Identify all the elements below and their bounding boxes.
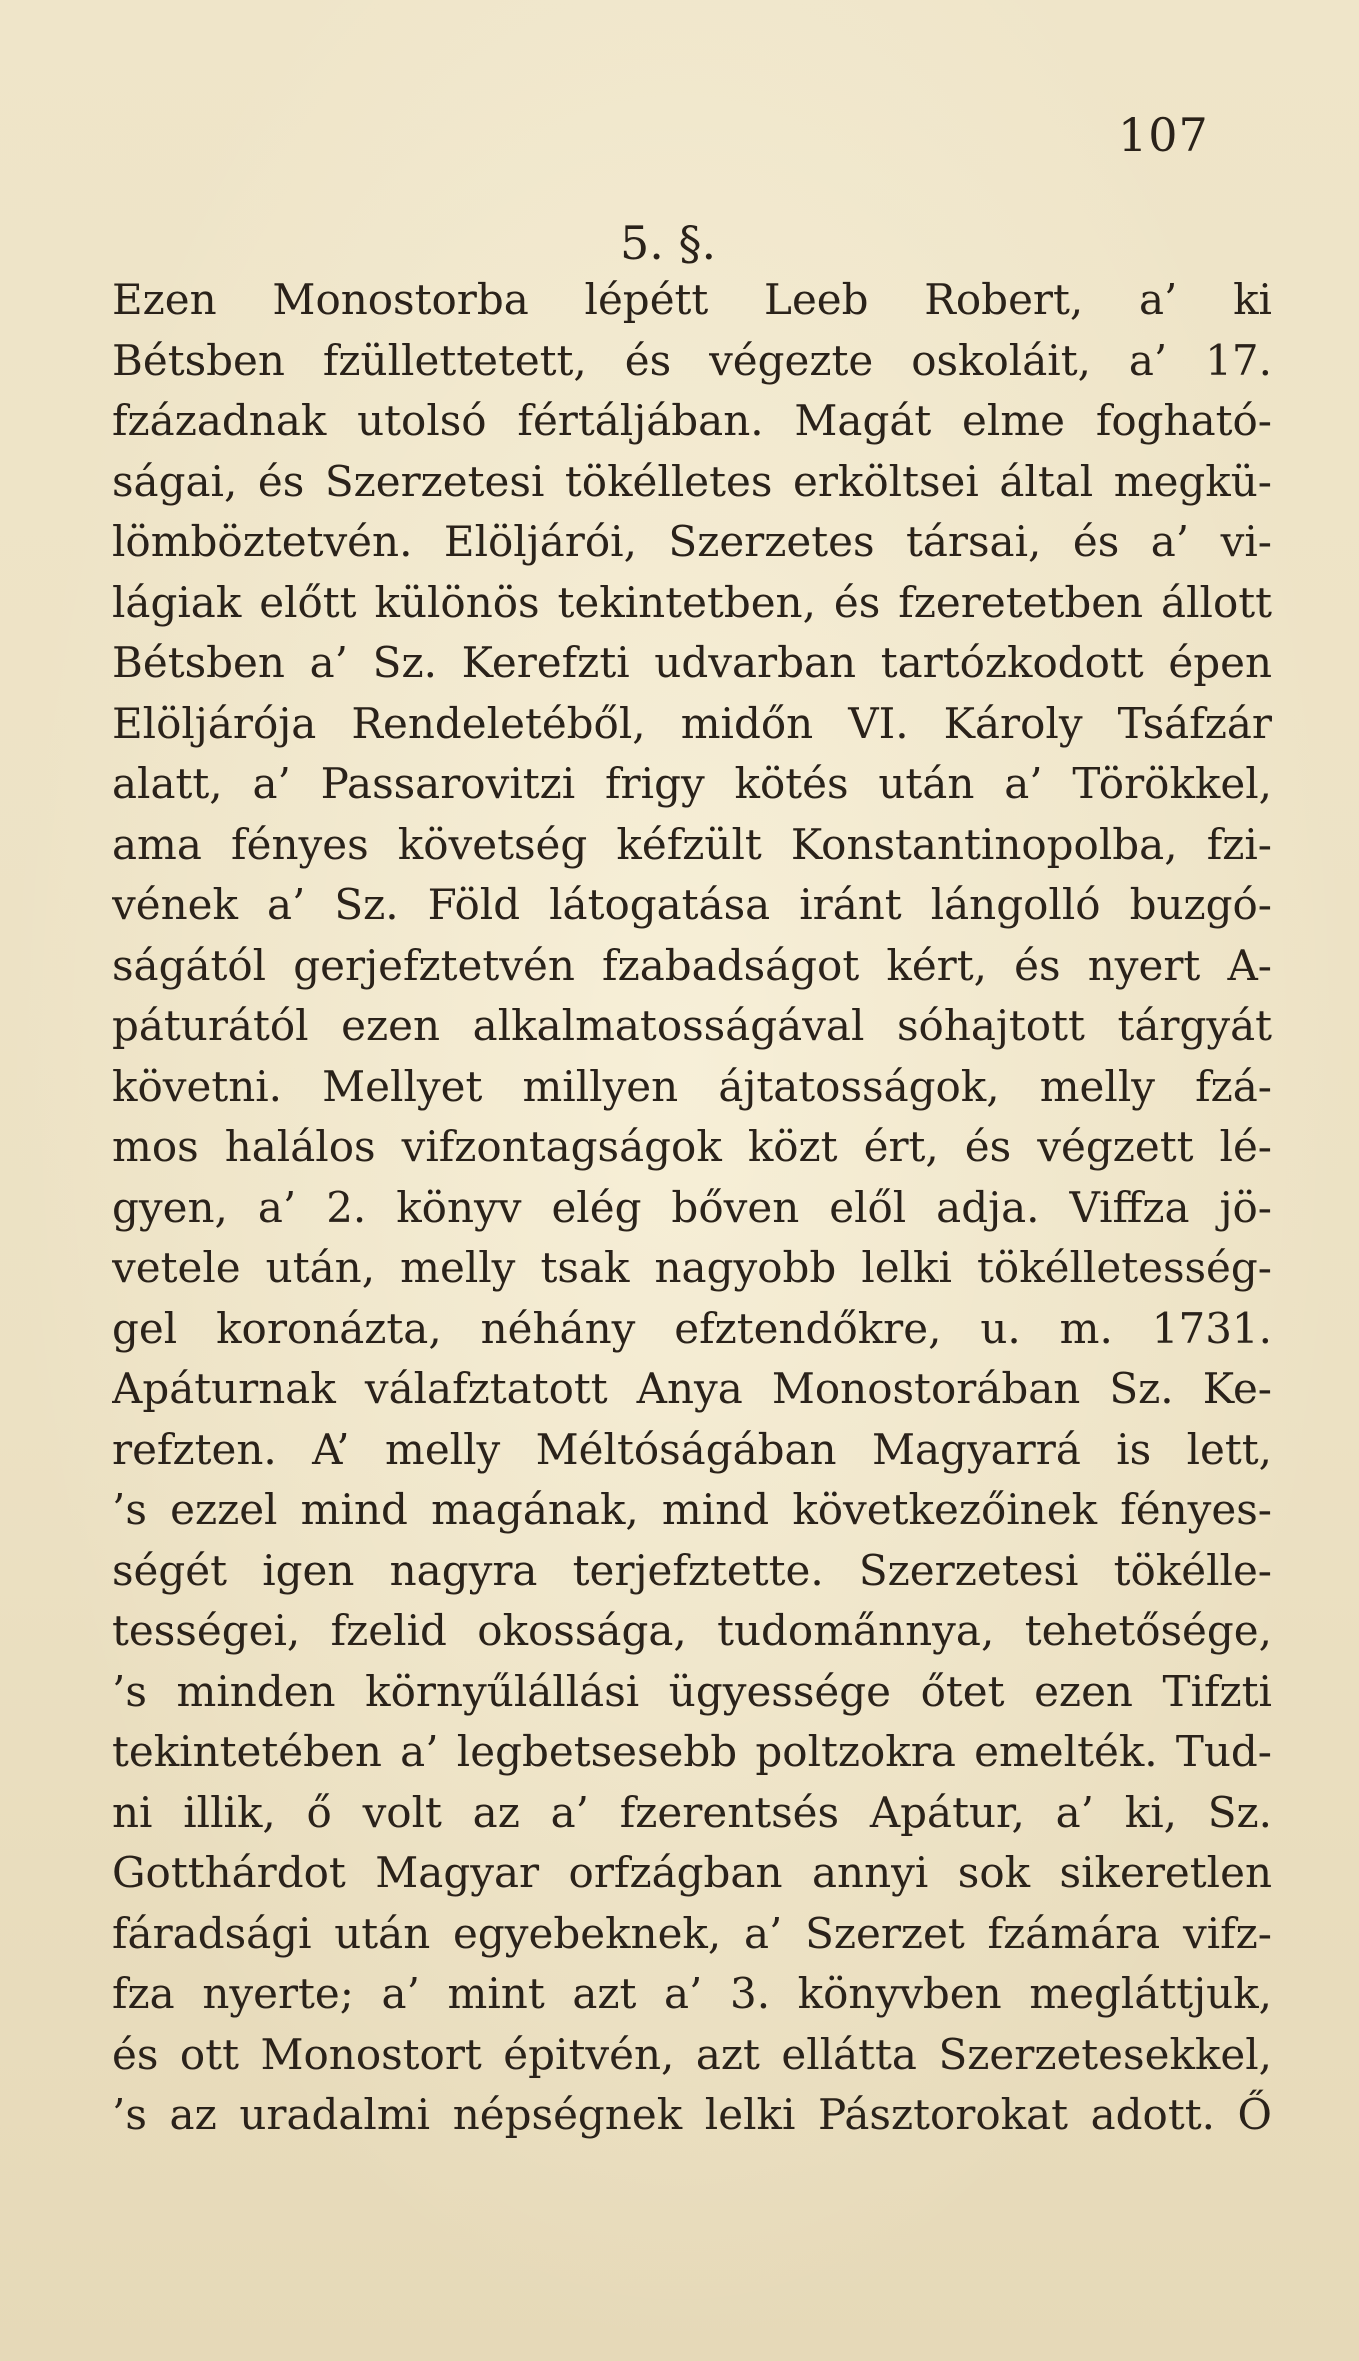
text-line: ni illik, ő volt az a’ fzerentsés Apátur, a’ ki, Sz. [112, 1787, 1272, 1837]
text-line: Apáturnak válafztatott Anya Monostorában Sz. Ke- [112, 1364, 1272, 1413]
text-line: alatt, a’ Passarovitzi frigy kötés után a’ Törökkel, [112, 759, 1272, 808]
text-line: követni. Mellyet millyen ájtatosságok, melly fzá- [112, 1061, 1272, 1111]
text-line: gel koronázta, néhány efztendőkre, u. m. 1731. [112, 1303, 1272, 1353]
text-line: ’s ezzel mind magának, mind következőinek fényes- [112, 1485, 1272, 1534]
text-line: ságától gerjefztetvén fzabadságot kért, és nyert A- [112, 940, 1272, 990]
text-line: páturától ezen alkalmatosságával sóhajtott tárgyát [112, 1001, 1272, 1050]
page-number: 107 [1118, 108, 1209, 162]
text-line: lágiak előtt különös tekintetben, és fzeretetben állott [112, 577, 1272, 627]
body-text [112, 270, 1272, 2146]
text-line: ’s az uradalmi népségnek lelki Pásztorokat adott. Ő [112, 2090, 1272, 2139]
text-line: ságai, és Szerzetesi tökélletes erköltsei által megkü- [112, 456, 1272, 506]
text-line: mos halálos vifzontagságok közt ért, és végzett lé- [112, 1122, 1272, 1171]
text-line: Ezen Monostorba lépétt Leeb Robert, a’ ki [112, 275, 1272, 324]
text-line: gyen, a’ 2. könyv elég bőven elől adja. Viffza jö- [112, 1182, 1272, 1232]
text-line: lömböztetvén. Elöljárói, Szerzetes társai, és a’ vi- [112, 517, 1272, 566]
text-line: ségét igen nagyra terjefztette. Szerzetesi tökélle- [112, 1545, 1272, 1595]
text-line: és ott Monostort épitvén, azt ellátta Szerzetesekkel, [112, 2029, 1272, 2079]
text-line: fáradsági után egyebeknek, a’ Szerzet fzámára vifz- [112, 1908, 1272, 1958]
text-line: ’s minden környűlállási ügyessége őtet ezen Tifzti [112, 1666, 1272, 1716]
text-line: tekintetében a’ legbetsesebb poltzokra emelték. Tud- [112, 1727, 1272, 1776]
text-line: vetele után, melly tsak nagyobb lelki tökélletesség- [112, 1243, 1272, 1292]
text-line: Elöljárója Rendeletéből, midőn VI. Károly Tsáfzár [112, 698, 1272, 748]
text-line: ama fényes követség kéfzült Konstantinopolba, fzi- [112, 819, 1272, 869]
text-line: Bétsben fzüllettetett, és végezte oskoláit, a’ 17. [112, 335, 1272, 385]
text-line: Bétsben a’ Sz. Kerefzti udvarban tartózkodott épen [112, 638, 1272, 687]
section-heading: 5. §. [620, 216, 717, 270]
text-line: fzázadnak utolsó fértáljában. Magát elme fogható- [112, 396, 1272, 445]
text-line: vének a’ Sz. Föld látogatása iránt lángolló buzgó- [112, 880, 1272, 929]
text-line: tességei, fzelid okossága, tudoma̋nnya, tehetősége, [112, 1606, 1272, 1655]
text-line: fza nyerte; a’ mint azt a’ 3. könyvben megláttjuk, [112, 1969, 1272, 2018]
text-line: refzten. A’ melly Méltóságában Magyarrá is lett, [112, 1424, 1272, 1474]
text-line: Gotthárdot Magyar orfzágban annyi sok sikeretlen [112, 1848, 1272, 1897]
